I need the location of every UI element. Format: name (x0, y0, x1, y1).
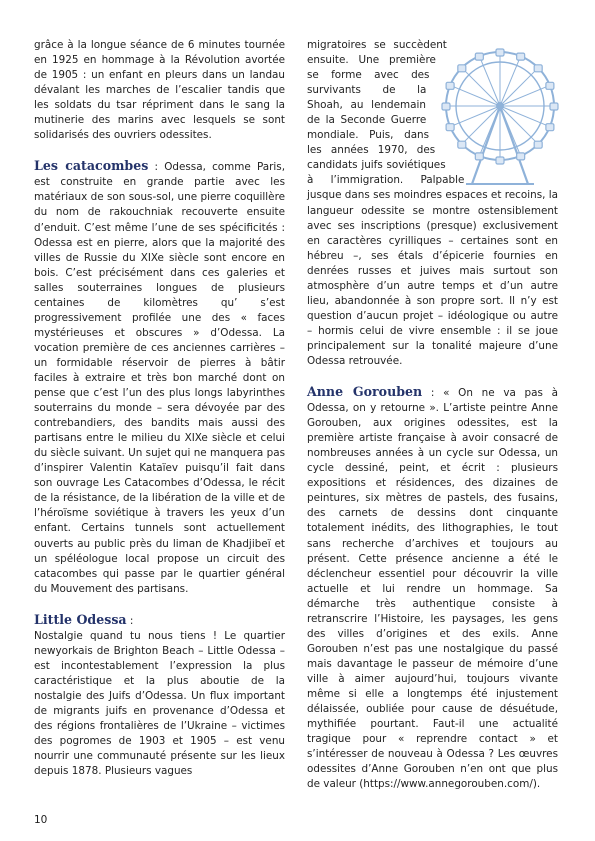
little-odessa-paragraph: Nostalgie quand tu nous tiens ! Le quartier newyorkais de Brighton Beach – Little Odessa – est incontestablement l’expression la plus caractéristique et la plus aboutie de la nostalgie des Juifs d’Odessa. Un flux important de migrants juifs en provenance d’Odessa et des régions frontalières de l’Ukraine – victimes des pogromes de 1903 et 1905 – est venu nourrir une communauté présente sur les lieux depuis 1878. Plusieurs vagues (34, 629, 285, 778)
left-column (34, 38, 285, 779)
little-odessa-title-line (34, 612, 285, 629)
ferris-wheel-icon (432, 44, 564, 188)
little-odessa-colon: : (126, 614, 134, 627)
page-number: 10 (34, 814, 48, 826)
catacombes-heading: Les catacombes (34, 158, 149, 174)
gorouben-heading: Anne Gorouben (307, 384, 423, 400)
catacombes-paragraph (34, 158, 285, 596)
gorouben-paragraph (307, 384, 558, 792)
intro-paragraph: grâce à la longue séance de 6 minutes tournée en 1925 en hommage à la Révolution avortée de 1905 : un enfant en pleurs dans un landau dévalant les marches de l’escalier tandis que les soldats du tsar répriment dans le sang la mutinerie des marins avec lesquels se sont solidarisés des ouvriers odessites. (34, 39, 285, 142)
migrations-paragraph (307, 38, 558, 369)
migrations-text: migratoires se succèdent ensuite. Une première se forme avec des survivants de la Shoah, au lendemain de la Seconde Guerre mondiale. Puis, dans les années 1970, des candidats juifs soviétiques à l’immigration. Palpable jusque dans ses moindres espaces et recoins, la langueur odessite se montre ostensiblement avec ses inscriptions (presque) exclusivement en caractères cyrilliques – certaines sont en hébreu –, ses étals d’épicerie fournies en denrées russes et juives mais surtout son atmosphère d’un autre temps et d’un autre lieu, abandonnée à son propre sort. Il n’y est question d’aucun projet – idéologique ou autre – hormis celui de vivre ensemble : il se joue principalement sur la tonalité majeure d’une Odessa retrouvée. (307, 39, 558, 367)
gorouben-text: : « On ne va pas à Odessa, on y retourne ». L’artiste peintre Anne Gorouben, aux origines odessites, est la première artiste française à avoir consacré de nombreuses années à un cycle sur Odessa, un cycle dessiné, peint, et écrit : plusieurs expositions et résidences, des dizaines de peintures, six mètres de pastels, des fusains, des carnets de dessins dont cinquante totalement inédits, des lithographies, le tout sans recherche d’archives et toujours au présent. Cette présence ancienne a été le déclencheur essentiel pour découvrir la ville actuelle et lui rendre un hommage. Sa démarche très authentique consiste à retranscrire l’Histoire, les paysages, les gens des villes d’origines et des exils. Anne Gorouben n’est pas une nostalgique du passé mais davantage le passeur de mémoire d’une ville à aimer aujourd’hui, toujours vivante même si elle a longtemps été injustement délaissée, oubliée pour cause de désuétude, mythifiée pourtant. Faut-il une actualité tragique pour « reprendre contact » et s’intéresser de nouveau à Odessa ? Les œuvres odessites d’Anne Gorouben n’en ont que plus de valeur (https://www.annegorouben.com/). (307, 387, 558, 791)
spacer (34, 597, 285, 612)
catacombes-text: : Odessa, comme Paris, est construite en grande partie avec les matériaux de son sous-sol, une pierre coquillère du nom de rakouchniak recouverte ensuite d’enduit. C’est même l’une de ses spécificités : Odessa est en pierre, alors que la majorité des villes de Russie du XIXe siècle sont encore en bois. C’est précisément dans ces galeries et salles souterraines longues de plusieurs centaines de kilomètres qu’ s’est progressivement profilée une des « faces mystérieuses et obscures » d’Odessa. La vocation première de ces anciennes carrières – un formidable réservoir de pierres à bâtir faciles à extraire et très bon marché dont on pense que c’est l’un des plus longs labyrinthes souterrains du monde – sera dévoyée par des contrebandiers, des bandits mais aussi des partisans entre le milieu du XIXe siècle et celui du siècle suivant. Un sujet qui ne manquera pas d’inspirer Valentin Kataïev puisqu’il fait dans son ouvrage Les Catacombes d’Odessa, le récit de la résistance, de la libération de la ville et de l’héroïsme soviétique à travers les yeux d’un enfant. Certains tunnels sont actuellement ouverts au public près du liman de Khadjibeï et un spéléologue local propose un circuit des catacombes qui passe par le quartier général du Mouvement des partisans. (34, 161, 286, 595)
spacer (34, 143, 285, 158)
little-odessa-heading: Little Odessa (34, 611, 127, 627)
spacer (307, 369, 558, 384)
right-column (307, 38, 558, 792)
